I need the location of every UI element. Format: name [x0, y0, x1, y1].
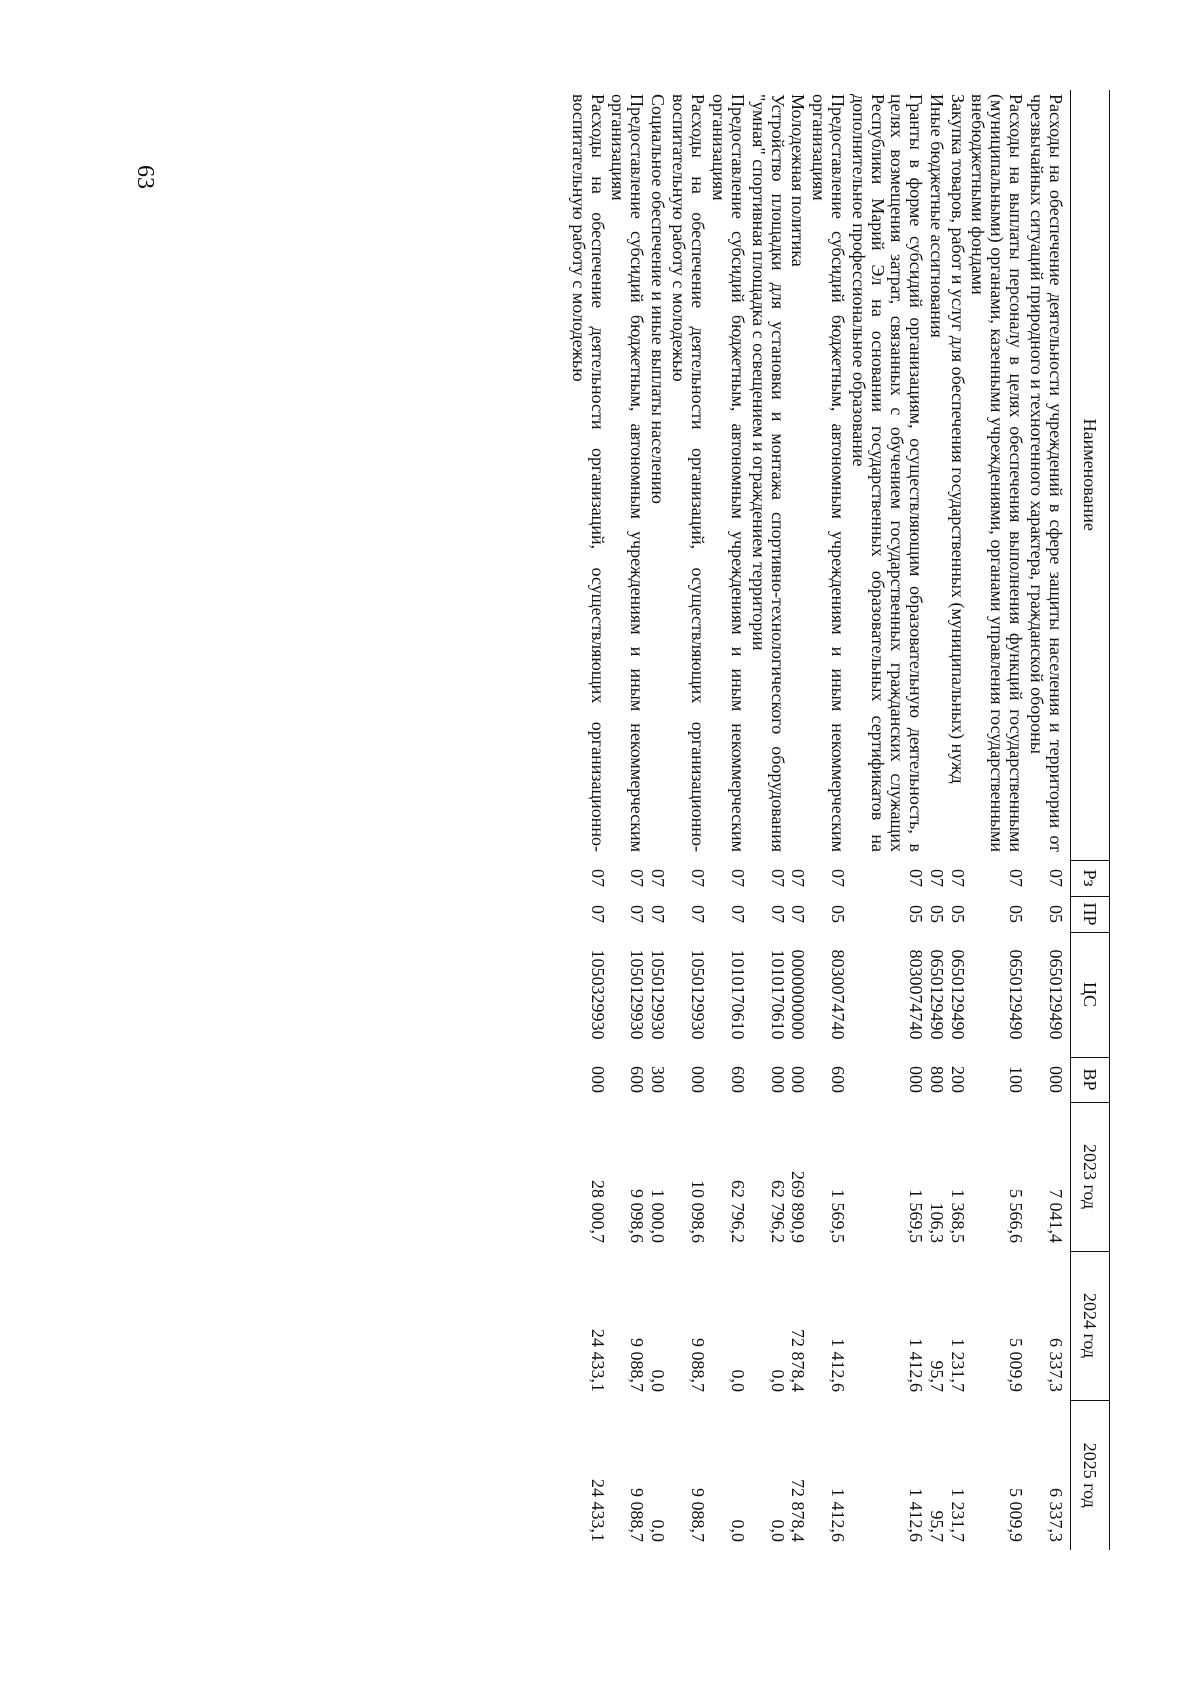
table-row: [707, 90, 747, 1550]
row-vr: 800: [926, 1066, 947, 1093]
row-vr: 000: [1046, 1066, 1066, 1093]
table-row: [747, 90, 787, 1550]
row-vr: 600: [828, 1066, 849, 1093]
row-pr: 05: [926, 905, 947, 923]
row-vr: 300: [648, 1066, 669, 1093]
row-cs: 0650129490: [926, 949, 947, 1040]
row-rz: 07: [1006, 869, 1027, 887]
row-rz: 07: [767, 869, 788, 887]
table-row: [667, 90, 707, 1550]
row-2025: 0,0: [727, 1519, 748, 1542]
row-name: Социальное обеспечение и иные выплаты населению: [648, 94, 669, 504]
row-name: Предоставление субсидий бюджетным, автономным учреждениям и иным некоммерческим организациям: [708, 94, 748, 852]
header-2023: 2023 год: [1071, 1102, 1110, 1251]
row-vr: 000: [767, 1066, 788, 1093]
row-pr: 05: [905, 905, 926, 923]
row-cs: 1050129930: [648, 949, 669, 1040]
header-pr: ПР: [1071, 896, 1110, 932]
row-cs: 8030074740: [828, 949, 849, 1040]
table-row: [567, 90, 607, 1550]
row-2024: 0,0: [727, 1369, 748, 1392]
row-2023: 1 000,0: [648, 1189, 669, 1243]
row-name: Закупка товаров, работ и услуг для обеспечения государственных (муниципальных) нужд: [947, 94, 968, 784]
row-pr: 05: [828, 905, 849, 923]
table-row: [807, 90, 847, 1550]
row-2025: 9 088,7: [627, 1488, 648, 1542]
row-vr: 000: [587, 1066, 608, 1093]
row-rz: 07: [788, 869, 809, 887]
row-2024: 9 088,7: [687, 1338, 708, 1392]
row-2023: 1 569,5: [828, 1189, 849, 1243]
row-cs: 0650129490: [1046, 949, 1066, 1040]
row-cs: 1050129930: [627, 949, 648, 1040]
row-pr: 07: [788, 905, 809, 923]
row-vr: 200: [947, 1066, 968, 1093]
row-vr: 000: [788, 1066, 809, 1093]
row-name: Расходы на выплаты персоналу в целях обеспечения выполнения функций государственными (муниципальными) органами, казенными учреждениями, органами управления государственными внебюджетными фондами: [968, 94, 1027, 852]
row-2023: 106,3: [926, 1202, 947, 1243]
table-row: [847, 90, 925, 1550]
row-vr: 600: [627, 1066, 648, 1093]
row-2024: 0,0: [767, 1369, 788, 1392]
table-header-row: [1071, 90, 1110, 1550]
table-row: [787, 90, 808, 1550]
row-rz: 07: [627, 869, 648, 887]
table-row: [646, 90, 667, 1550]
row-2023: 269 890,9: [788, 1171, 809, 1243]
row-2024: 6 337,3: [1046, 1338, 1066, 1392]
row-2024: 24 433,1: [587, 1329, 608, 1392]
row-2023: 1 368,5: [947, 1189, 968, 1243]
row-2025: 1 231,7: [947, 1488, 968, 1542]
row-rz: 07: [687, 869, 708, 887]
row-2025: 0,0: [648, 1519, 669, 1542]
row-2024: 72 878,4: [788, 1329, 809, 1392]
row-rz: 07: [1046, 869, 1066, 887]
row-vr: 000: [905, 1066, 926, 1093]
table-row: [607, 90, 647, 1550]
row-name: Расходы на обеспечение деятельности организаций, осуществляющих организационно-воспитательную работу с молодежью: [669, 94, 708, 852]
row-rz: 07: [648, 869, 669, 887]
row-cs: 0650129490: [947, 949, 968, 1040]
header-name: Наименование: [1071, 90, 1110, 860]
row-2023: 9 098,6: [627, 1189, 648, 1243]
row-cs: 0650129490: [1006, 949, 1027, 1040]
row-2024: 0,0: [648, 1369, 669, 1392]
row-cs: 0000000000: [788, 949, 809, 1040]
row-2023: 28 000,7: [587, 1180, 608, 1243]
row-pr: 05: [947, 905, 968, 923]
row-pr: 07: [727, 905, 748, 923]
budget-table: [567, 90, 1110, 1550]
row-2025: 9 088,7: [687, 1488, 708, 1542]
row-rz: 07: [828, 869, 849, 887]
row-2023: 62 796,2: [767, 1180, 788, 1243]
header-cs: ЦС: [1071, 932, 1110, 1057]
row-2024: 1 412,6: [905, 1338, 926, 1392]
row-2025: 0,0: [767, 1519, 788, 1542]
row-2023: 7 041,4: [1046, 1189, 1066, 1243]
row-cs: 1050129930: [687, 949, 708, 1040]
row-2025: 24 433,1: [587, 1479, 608, 1542]
row-pr: 05: [1046, 905, 1066, 923]
row-pr: 07: [648, 905, 669, 923]
row-pr: 07: [627, 905, 648, 923]
row-rz: 07: [926, 869, 947, 887]
table-row: [946, 90, 967, 1550]
row-2025: 72 878,4: [788, 1479, 809, 1542]
row-pr: 05: [1006, 905, 1027, 923]
row-name: Предоставление субсидий бюджетным, автономным учреждениям и иным некоммерческим организациям: [608, 94, 648, 852]
row-2023: 1 569,5: [905, 1189, 926, 1243]
row-2025: 5 009,9: [1006, 1488, 1027, 1542]
row-rz: 07: [587, 869, 608, 887]
row-rz: 07: [727, 869, 748, 887]
header-2025: 2025 год: [1071, 1400, 1110, 1550]
table-row: [925, 90, 946, 1550]
row-vr: 600: [727, 1066, 748, 1093]
row-name: Расходы на обеспечение деятельности организаций, осуществляющих организационно-воспитательную работу с молодежью: [568, 94, 608, 852]
row-cs: 1010170610: [767, 949, 788, 1040]
row-pr: 07: [587, 905, 608, 923]
table-body: [567, 90, 1071, 1550]
row-2024: 9 088,7: [627, 1338, 648, 1392]
table-row: [1025, 90, 1070, 1550]
row-pr: 07: [687, 905, 708, 923]
table-header: [1071, 90, 1110, 1550]
row-name: Молодежная политика: [788, 94, 809, 267]
row-2024: 1 412,6: [828, 1338, 849, 1392]
row-rz: 07: [947, 869, 968, 887]
table-row: [967, 90, 1026, 1550]
row-2023: 5 566,6: [1006, 1189, 1027, 1243]
row-name: Гранты в форме субсидий организациям, осуществляющим образовательную деятельность, в целях возмещения затрат, связанных с обучением государственных гражданских служащих Республики Марий Эл на основании государственных образовательных сертификатов на дополнительное профессиональное образование: [849, 94, 926, 852]
header-2024: 2024 год: [1071, 1251, 1110, 1400]
row-2024: 1 231,7: [947, 1338, 968, 1392]
row-2025: 6 337,3: [1046, 1488, 1066, 1542]
row-vr: 100: [1006, 1066, 1027, 1093]
row-name: Предоставление субсидий бюджетным, автономным учреждениям и иным некоммерческим организациям: [809, 94, 849, 852]
row-name: Расходы на обеспечение деятельности учреждений в сфере защиты населения и территории от чрезвычайных ситуаций природного и техногенного характера, гражданской обороны: [1027, 94, 1066, 852]
row-name: Иные бюджетные ассигнования: [926, 94, 947, 338]
row-2024: 5 009,9: [1006, 1338, 1027, 1392]
row-2023: 62 796,2: [727, 1180, 748, 1243]
row-cs: 8030074740: [905, 949, 926, 1040]
page-number: 63: [132, 165, 158, 189]
row-2025: 95,7: [926, 1510, 947, 1542]
row-cs: 1010170610: [727, 949, 748, 1040]
row-2025: 1 412,6: [905, 1488, 926, 1542]
row-2024: 95,7: [926, 1360, 947, 1392]
rotated-budget-table-page: [90, 90, 1110, 1550]
row-2025: 1 412,6: [828, 1488, 849, 1542]
row-vr: 000: [687, 1066, 708, 1093]
row-rz: 07: [905, 869, 926, 887]
header-vr: ВР: [1071, 1057, 1110, 1102]
row-name: Устройство площадки для установки и монтажа спортивно-технологического оборудования "умная" спортивная площадка с освещением и ограждением территории: [748, 94, 788, 852]
row-cs: 1050329930: [587, 949, 608, 1040]
header-rz: Рз: [1071, 860, 1110, 896]
row-pr: 07: [767, 905, 788, 923]
row-2023: 10 098,6: [687, 1180, 708, 1243]
